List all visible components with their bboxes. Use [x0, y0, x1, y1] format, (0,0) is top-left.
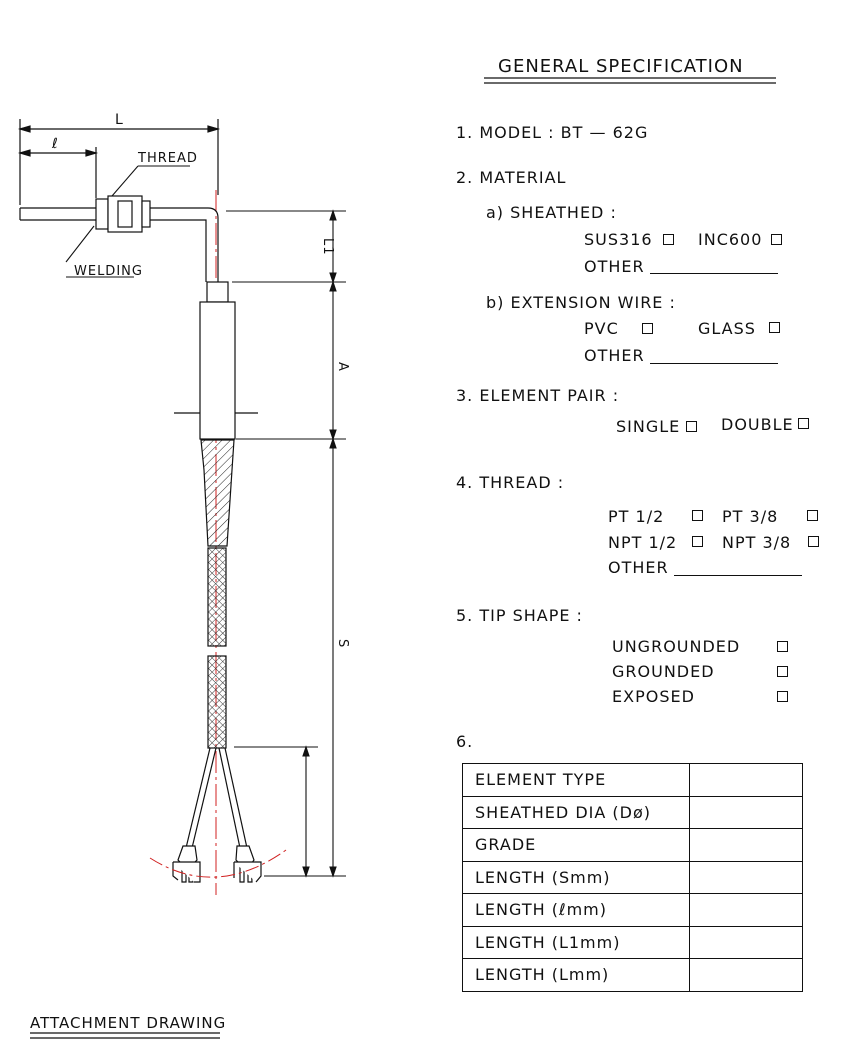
table-row: [463, 829, 803, 862]
dimension-S: [264, 439, 346, 876]
checkbox-exposed[interactable]: [777, 691, 788, 702]
checkbox-pt38[interactable]: [807, 510, 818, 521]
checkbox-single[interactable]: [686, 421, 697, 432]
table-row: [463, 796, 803, 829]
spec-material: 2. MATERIAL: [456, 168, 567, 187]
table-cell-label: GRADE: [463, 829, 690, 862]
option-pvc: PVC: [584, 319, 619, 338]
checkbox-double[interactable]: [798, 418, 809, 429]
table-row: [463, 764, 803, 797]
table-cell-label: SHEATHED DIA (Dø): [463, 796, 690, 829]
label-welding: WELDING: [74, 264, 143, 279]
option-double: DOUBLE: [721, 415, 794, 434]
spec-tip-shape: 5. TIP SHAPE :: [456, 606, 583, 625]
table-cell-value[interactable]: [690, 926, 803, 959]
table-row: [463, 926, 803, 959]
thread-fitting: [96, 196, 150, 232]
option-glass: GLASS: [698, 319, 756, 338]
attachment-drawing-label: ATTACHMENT DRAWING: [30, 1014, 227, 1032]
option-pt38: PT 3/8: [722, 507, 779, 526]
spec-thread: 4. THREAD :: [456, 473, 565, 492]
option-npt38: NPT 3/8: [722, 533, 792, 552]
label-thread: THREAD: [138, 151, 198, 166]
option-other-extension: OTHER: [584, 346, 645, 365]
spec-extension-wire: b) EXTENSION WIRE :: [486, 293, 676, 312]
label-l: ℓ: [52, 136, 59, 152]
table-cell-value[interactable]: [690, 959, 803, 992]
table-cell-label: LENGTH (Smm): [463, 861, 690, 894]
checkbox-npt38[interactable]: [808, 536, 819, 547]
label-L: L: [115, 112, 124, 128]
checkbox-sus316[interactable]: [663, 234, 674, 245]
other-sheathed-field[interactable]: [650, 273, 778, 274]
spec-element-pair: 3. ELEMENT PAIR :: [456, 386, 620, 405]
braided-cable-lower: [208, 656, 226, 748]
page-title: GENERAL SPECIFICATION: [498, 56, 744, 77]
option-other-sheathed: OTHER: [584, 257, 645, 276]
option-sus316: SUS316: [584, 230, 653, 249]
table-cell-value[interactable]: [690, 861, 803, 894]
table-row: [463, 861, 803, 894]
handle: [174, 282, 258, 439]
spec-six: 6.: [456, 732, 474, 751]
table-cell-label: LENGTH (ℓmm): [463, 894, 690, 927]
label-A: A: [335, 362, 350, 372]
checkbox-inc600[interactable]: [771, 234, 782, 245]
checkbox-glass[interactable]: [769, 322, 780, 333]
option-npt12: NPT 1/2: [608, 533, 678, 552]
option-pt12: PT 1/2: [608, 507, 665, 526]
option-exposed: EXPOSED: [612, 687, 695, 706]
table-cell-value[interactable]: [690, 796, 803, 829]
dimension-A: [236, 282, 346, 439]
checkbox-npt12[interactable]: [692, 536, 703, 547]
table-row: [463, 959, 803, 992]
table-cell-value[interactable]: [690, 894, 803, 927]
table-cell-value[interactable]: [690, 829, 803, 862]
braided-cable-upper: [208, 548, 226, 646]
option-single: SINGLE: [616, 417, 681, 436]
table-cell-value[interactable]: [690, 764, 803, 797]
spring-relief: [201, 440, 234, 546]
checkbox-pt12[interactable]: [692, 510, 703, 521]
table-cell-label: ELEMENT TYPE: [463, 764, 690, 797]
table-cell-label: LENGTH (Lmm): [463, 959, 690, 992]
spec-sheathed: a) SHEATHED :: [486, 203, 617, 222]
other-extension-field[interactable]: [650, 363, 778, 364]
option-other-thread: OTHER: [608, 558, 669, 577]
dimension-l: [20, 147, 96, 198]
option-ungrounded: UNGROUNDED: [612, 637, 741, 656]
other-thread-field[interactable]: [674, 575, 802, 576]
label-S: S: [335, 639, 350, 649]
checkbox-grounded[interactable]: [777, 666, 788, 677]
table-cell-label: LENGTH (L1mm): [463, 926, 690, 959]
spec-table: [462, 763, 803, 992]
label-L1: L1: [320, 238, 335, 256]
table-row: [463, 894, 803, 927]
red-arc: [150, 850, 286, 877]
checkbox-pvc[interactable]: [642, 323, 653, 334]
option-grounded: GROUNDED: [612, 662, 715, 681]
checkbox-ungrounded[interactable]: [777, 641, 788, 652]
option-inc600: INC600: [698, 230, 763, 249]
spec-model: 1. MODEL : BT — 62G: [456, 123, 649, 142]
